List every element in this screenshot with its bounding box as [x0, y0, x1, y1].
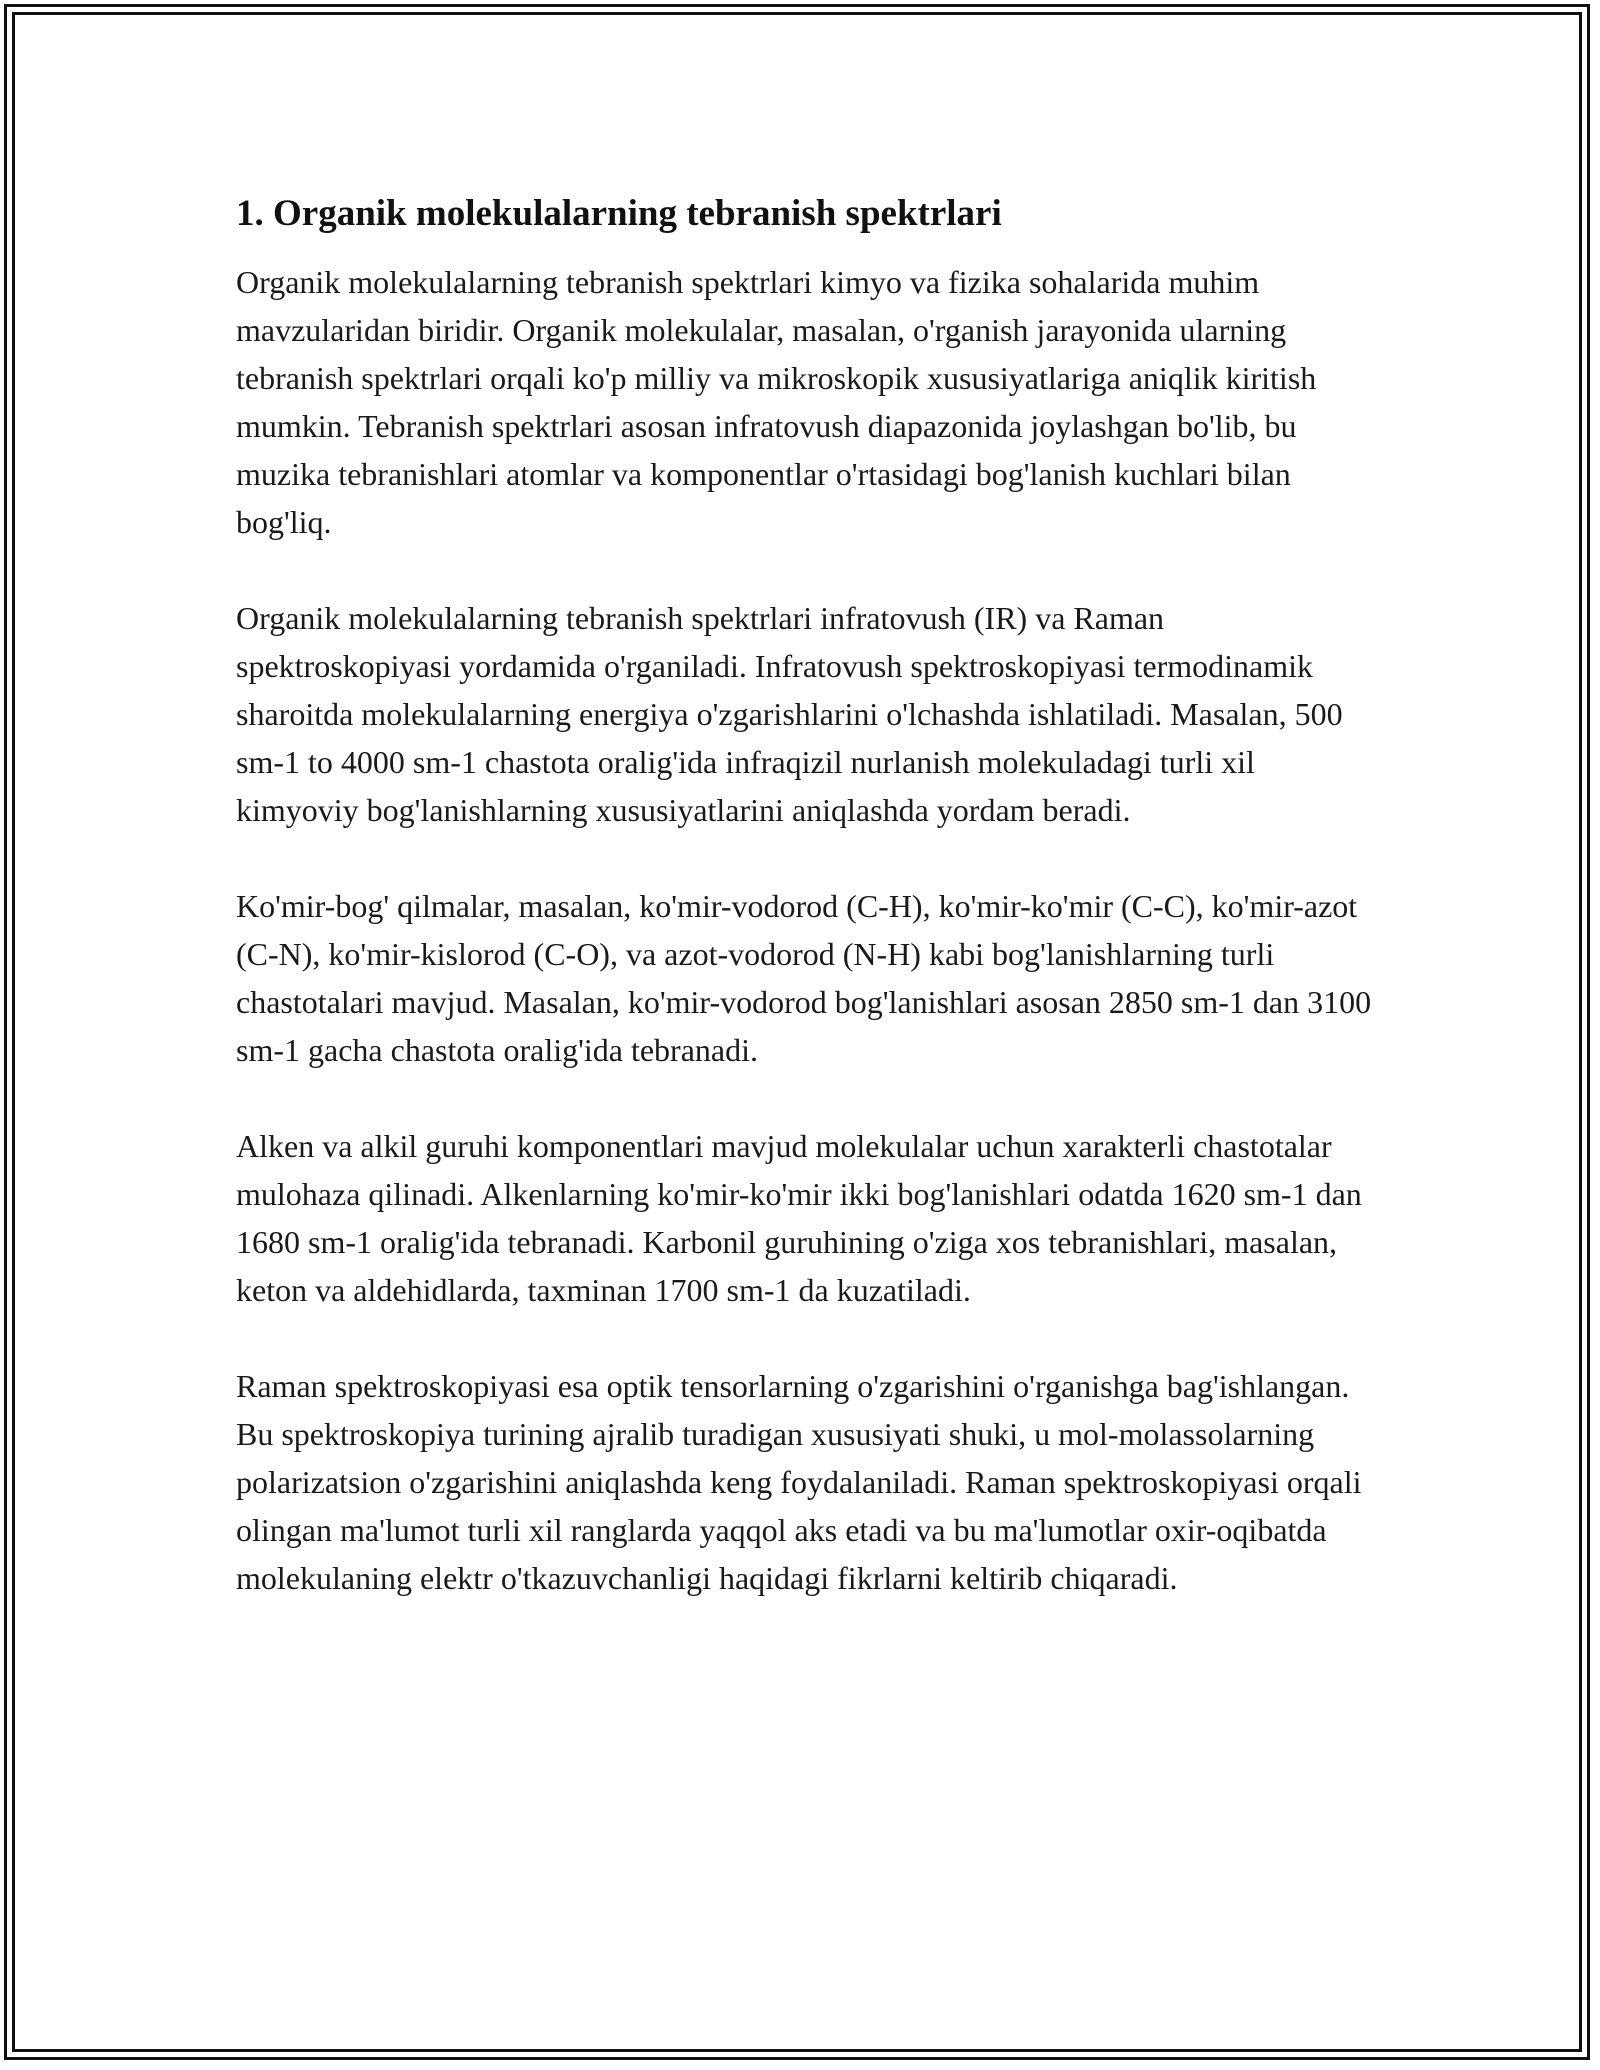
paragraph-2: Organik molekulalarning tebranish spektrlari infratovush (IR) va Raman spektroskopiyasi yordamida o'rganiladi. Infratovush spektroskopiyasi termodinamik sharoitda molekulalarning energiya o'zgarishlarini o'lchashda ishlatiladi. Masalan, 500 sm-1 to 4000 sm-1 chastota oralig'ida infraqizil nurlanish molekuladagi turli xil kimyoviy bog'lanishlarning xususiyatlarini aniqlashda yordam beradi. — [236, 600, 1343, 828]
page-title: 1. Organik molekulalarning tebranish spektrlari — [236, 193, 1002, 234]
paragraph-1: Organik molekulalarning tebranish spektrlari kimyo va fizika sohalarida muhim mavzularidan biridir. Organik molekulalar, masalan, o'rganish jarayonida ularning tebranish spektrlari orqali ko'p milliy va mikroskopik xususiyatlariga aniqlik kiritish mumkin. Tebranish spektrlari asosan infratovush diapazonida joylashgan bo'lib, bu muzika tebranishlari atomlar va komponentlar o'rtasidagi bog'lanish kuchlari bilan bog'liq. — [236, 264, 1317, 540]
document-body — [236, 188, 1376, 1602]
paragraph-5: Raman spektroskopiyasi esa optik tensorlarning o'zgarishini o'rganishga bag'ishlangan. Bu spektroskopiya turining ajralib turadigan xususiyati shuki, u mol-molassolarning polarizatsion o'zgarishini aniqlashda keng foydalaniladi. Raman spektroskopiyasi orqali olingan ma'lumot turli xil ranglarda yaqqol aks etadi va bu ma'lumotlar oxir-oqibatda molekulaning elektr o'tkazuvchanligi haqidagi fikrlarni keltirib chiqaradi. — [236, 1368, 1362, 1596]
paragraph-3: Ko'mir-bog' qilmalar, masalan, ko'mir-vodorod (C-H), ko'mir-ko'mir (C-C), ko'mir-azot (C-N), ko'mir-kislorod (C-O), va azot-vodorod (N-H) kabi bog'lanishlarning turli chastotalari mavjud. Masalan, ko'mir-vodorod bog'lanishlari asosan 2850 sm-1 dan 3100 sm-1 gacha chastota oralig'ida tebranadi. — [236, 888, 1372, 1068]
paragraph-4: Alken va alkil guruhi komponentlari mavjud molekulalar uchun xarakterli chastotalar mulohaza qilinadi. Alkenlarning ko'mir-ko'mir ikki bog'lanishlari odatda 1620 sm-1 dan 1680 sm-1 oralig'ida tebranadi. Karbonil guruhining o'ziga xos tebranishlari, masalan, keton va aldehidlarda, taxminan 1700 sm-1 da kuzatiladi. — [236, 1128, 1362, 1308]
